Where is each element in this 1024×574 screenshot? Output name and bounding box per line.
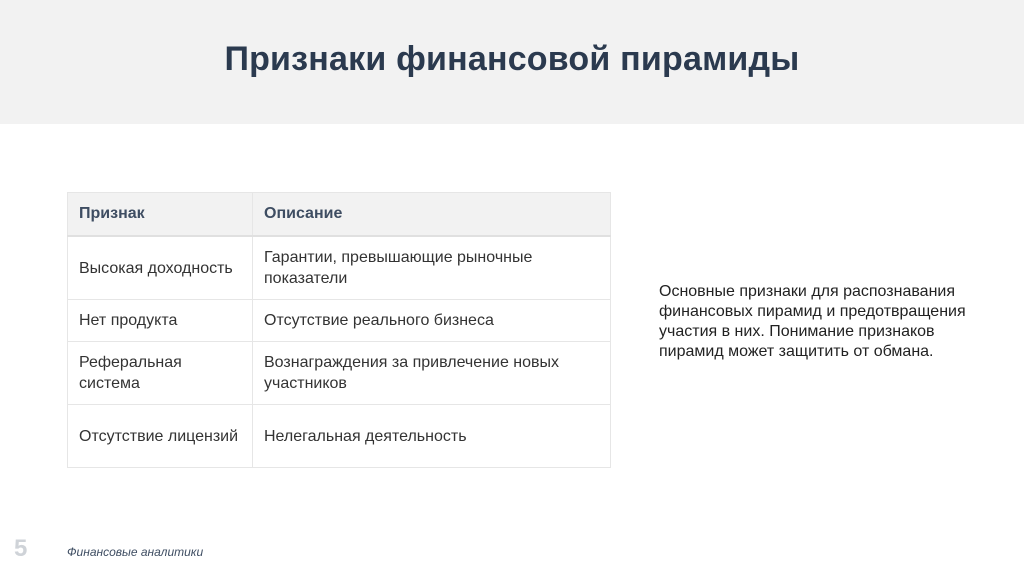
column-header-description: Описание [253, 193, 611, 237]
features-table [67, 192, 611, 468]
summary-text: Основные признаки для распознавания финансовых пирамид и предотвращения участия в них. Понимание признаков пирамид может защитить от обмана. [659, 283, 966, 360]
footer-note: Финансовые аналитики [67, 545, 204, 559]
description-cell: Вознаграждения за привлечение новых участников [253, 342, 611, 405]
table-header-row [68, 193, 611, 237]
table-row [68, 300, 611, 342]
table-row [68, 342, 611, 405]
description-cell: Отсутствие реального бизнеса [253, 300, 611, 342]
feature-cell: Реферальная система [68, 342, 253, 405]
description-cell: Нелегальная деятельность [253, 405, 611, 468]
feature-cell: Отсутствие лицензий [68, 405, 253, 468]
page-number: 5 [14, 535, 28, 562]
table-row [68, 236, 611, 300]
feature-cell: Высокая доходность [68, 236, 253, 300]
column-header-feature: Признак [68, 193, 253, 237]
feature-cell: Нет продукта [68, 300, 253, 342]
slide-title: Признаки финансовой пирамиды [224, 40, 800, 78]
description-cell: Гарантии, превышающие рыночные показатели [253, 236, 611, 300]
table-row [68, 405, 611, 468]
